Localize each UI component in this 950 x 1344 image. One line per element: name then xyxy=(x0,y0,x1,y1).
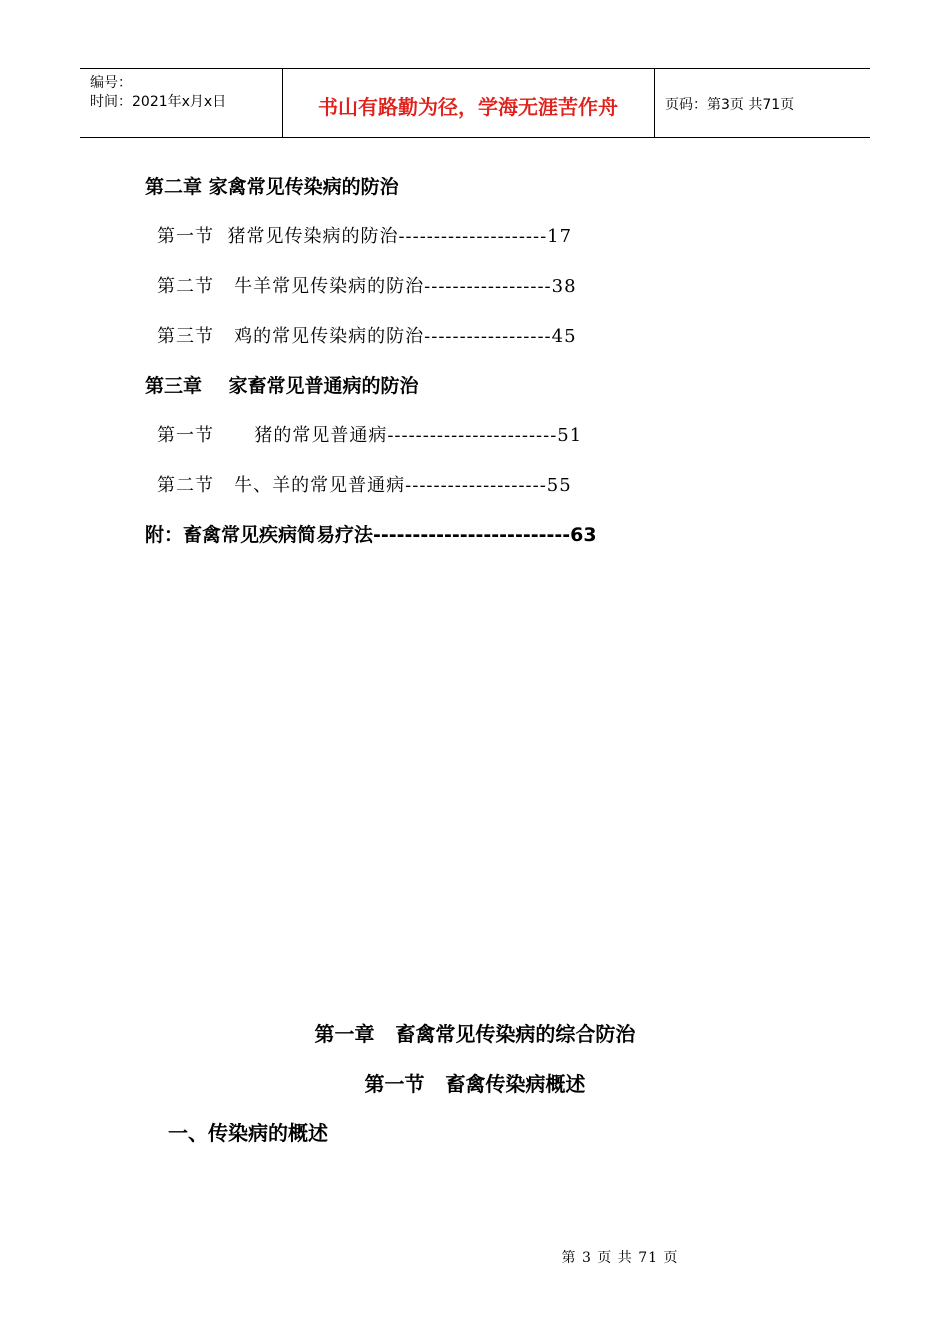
header-motto: 书山有路勤为径，学海无涯苦作舟 xyxy=(318,95,618,119)
subheading: 一、传染病的概述 xyxy=(168,1121,328,1145)
toc-chapter-2: 第二章 家禽常见传染病的防治 xyxy=(145,176,399,198)
toc-section-2-3: 第三节 鸡的常见传染病的防治------------------45 xyxy=(157,326,577,347)
toc-section-2-1: 第一节 猪常见传染病的防治---------------------17 xyxy=(157,226,573,247)
header-page-info: 页码：第3页 共71页 xyxy=(665,97,795,113)
toc-appendix: 附：畜禽常见疾病简易疗法-------------------------63 xyxy=(145,524,597,546)
document-date-label: 时间：2021年x月x日 xyxy=(90,94,227,110)
chapter-title: 第一章 畜禽常见传染病的综合防治 xyxy=(314,1022,636,1046)
page-header xyxy=(80,68,870,138)
toc-section-3-2: 第二节 牛、羊的常见普通病--------------------55 xyxy=(157,475,572,496)
header-motto-cell xyxy=(282,69,655,137)
toc-section-2-2: 第二节 牛羊常见传染病的防治------------------38 xyxy=(157,276,577,297)
toc-section-3-1: 第一节 猪的常见普通病------------------------51 xyxy=(157,425,583,446)
page-footer: 第 3 页 共 71 页 xyxy=(561,1250,679,1266)
header-meta-cell xyxy=(80,69,283,137)
section-title: 第一节 畜禽传染病概述 xyxy=(364,1072,586,1096)
document-code-label: 编号： xyxy=(90,75,132,91)
header-page-cell xyxy=(655,69,870,137)
toc-chapter-3: 第三章 家畜常见普通病的防治 xyxy=(145,375,419,397)
